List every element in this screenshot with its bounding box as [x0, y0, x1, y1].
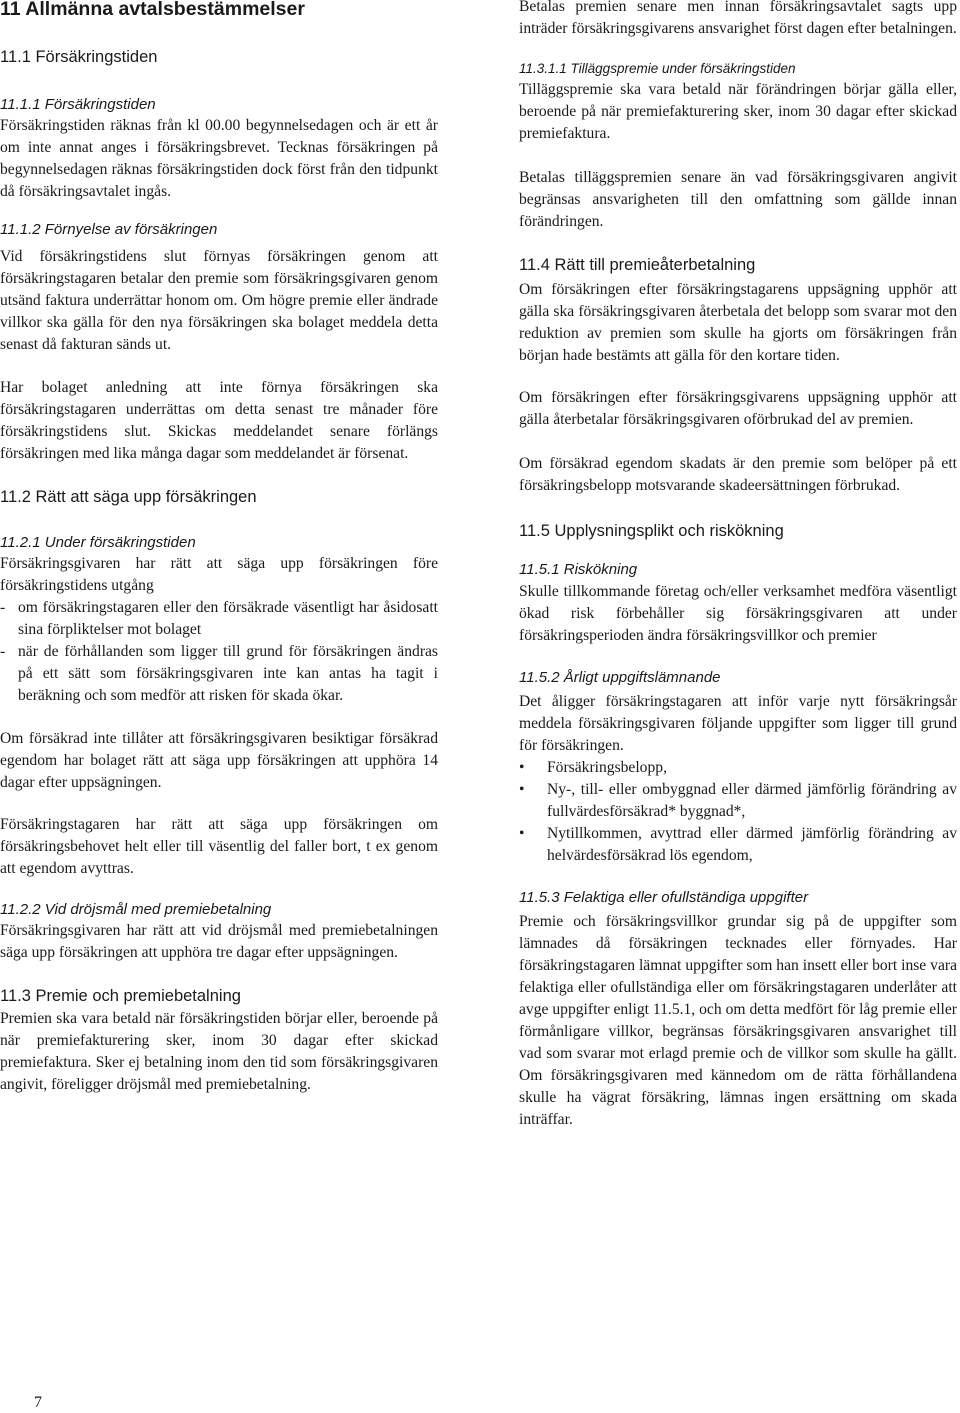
- paragraph-11-4b: Om försäkringen efter försäkringsgivarens uppsägning upphör att gälla återbetalar försäkringsgivaren oförbrukad del av premien.: [519, 389, 957, 428]
- heading-11-5-3: 11.5.3 Felaktiga eller ofullständiga uppgifter: [519, 889, 809, 906]
- paragraph-11-2-1b: Om försäkrad inte tillåter att försäkringsgivaren besiktigar försäkrad egendom har bolaget rätt att säga upp försäkringen att upphöra 14 dagar efter uppsägningen.: [0, 730, 438, 791]
- list-item-text: Nytillkommen, avyttrad eller därmed jämförlig förändring av helvärdesförsäkrad lös egendom,: [547, 825, 957, 864]
- paragraph-11-5-1: Skulle tillkommande företag och/eller verksamhet medföra väsentligt ökad risk förbehåller sig försäkringsgivaren att under försäkringsperioden ändra försäkringsvillkor och premier: [519, 583, 957, 644]
- paragraph-11-3-1-1a: Tilläggspremie ska vara betald när förändringen börjar gälla eller, beroende på när premiefakturering sker, inom 30 dagar efter skickad premiefaktura.: [519, 81, 957, 142]
- paragraph-11-3: Premien ska vara betald när försäkringstiden börjar eller, beroende på när premiefakturering sker, inom 30 dagar efter skickad premiefaktura. Sker ej betalning inom den tid som försäkringsgivaren angivit, föreligger dröjsmål med premiebetalning.: [0, 1010, 438, 1093]
- heading-11-1-2: 11.1.2 Förnyelse av försäkringen: [0, 221, 218, 238]
- list-item: [519, 779, 957, 823]
- list-item: [0, 597, 438, 641]
- list-item: [519, 757, 957, 779]
- list-item: [519, 823, 957, 867]
- page-number: 7: [34, 1394, 42, 1411]
- list-item-text: om försäkringstagaren eller den försäkrade väsentligt har åsidosatt sina förpliktelser mot bolaget: [18, 599, 438, 638]
- list-item-text: Försäkringsbelopp,: [547, 759, 667, 776]
- list-item-text: Ny-, till- eller ombyggnad eller därmed jämförlig förändring av fullvärdesförsäkrad* byggnad*,: [547, 781, 957, 820]
- paragraph-11-3b: Betalas premien senare men innan försäkringsavtalet sagts upp inträder försäkringsgivarens ansvarighet först dagen efter betalningen.: [519, 0, 957, 37]
- paragraph-11-2-2: Försäkringsgivaren har rätt att vid dröjsmål med premiebetalningen säga upp försäkringen att upphöra tre dagar efter uppsägningen.: [0, 922, 438, 961]
- heading-11-3: 11.3 Premie och premiebetalning: [0, 987, 241, 1005]
- right-column: [519, 0, 957, 1131]
- heading-11-5-2: 11.5.2 Årligt uppgiftslämnande: [519, 669, 721, 686]
- paragraph-11-3-1-1b: Betalas tilläggspremien senare än vad försäkringsgivaren angivit begränsas ansvarigheten till den omfattning som gällde innan förändringen.: [519, 169, 957, 230]
- heading-11-4: 11.4 Rätt till premieåterbetalning: [519, 256, 756, 274]
- heading-11-2-1: 11.2.1 Under försäkringstiden: [0, 534, 196, 551]
- heading-11-5-1: 11.5.1 Riskökning: [519, 561, 638, 578]
- heading-11-1-1: 11.1.1 Försäkringstiden: [0, 96, 156, 113]
- heading-11-5: 11.5 Upplysningsplikt och riskökning: [519, 522, 784, 540]
- paragraph-11-1-2b: Har bolaget anledning att inte förnya försäkringen ska försäkringstagaren underrättas om detta senast tre månader före försäkringstidens slut. Skickas meddelandet senare förlängs försäkringen med lika många dagar som meddelandet är försenat.: [0, 379, 438, 462]
- bullet-marker: •: [519, 825, 525, 842]
- heading-11-3-1-1: 11.3.1.1 Tilläggspremie under försäkringstiden: [519, 61, 796, 76]
- heading-11-2: 11.2 Rätt att säga upp försäkringen: [0, 488, 257, 506]
- paragraph-11-5-3: Premie och försäkringsvillkor grundar sig på de uppgifter som lämnades då försäkringen tecknades eller förnyades. Har försäkringstagaren lämnat uppgifter som han insett eller bort inse vara felaktiga eller ofullständiga eller om försäkringstagaren underlåter att avge uppgifter enligt 11.5.1, och om detta medfört för låg premie eller förmånligare villkor, begränsas försäkringsgivaren ansvarighet till vad som svarar mot erlagd premie och de villkor som skulle ha gällt. Om försäkringsgivaren med kännedom om de rätta förhållandena skulle ha vägrat försäkring, lämnas ingen ersättning om skada inträffar.: [519, 913, 957, 1128]
- paragraph-11-2-1c: Försäkringstagaren har rätt att säga upp försäkringen om försäkringsbehovet helt eller till väsentlig del faller bort, t ex genom att egendom avyttras.: [0, 816, 438, 877]
- paragraph-11-2-1: Försäkringsgivaren har rätt att säga upp försäkringen före försäkringstidens utgång: [0, 555, 438, 594]
- list-item-text: när de förhållanden som ligger till grund för försäkringen ändras på ett sätt som försäkringsgivaren inte kan antas ha tagit i beräkning och som medför att risken för skada ökar.: [18, 643, 438, 704]
- dash-marker: -: [0, 643, 6, 660]
- paragraph-11-1-1: Försäkringstiden räknas från kl 00.00 begynnelsedagen och är ett år om inte annat anges i försäkringsbrevet. Tecknas försäkringen på begynnelsedagen räknas försäkringstiden dock först från den tidpunkt då försäkringsavtalet ingås.: [0, 117, 438, 200]
- heading-11: 11 Allmänna avtalsbestämmelser: [0, 0, 305, 20]
- left-column: [0, 0, 438, 1096]
- bullet-marker: •: [519, 759, 525, 776]
- heading-11-2-2: 11.2.2 Vid dröjsmål med premiebetalning: [0, 901, 272, 918]
- bullet-marker: •: [519, 781, 525, 798]
- paragraph-11-5-2: Det åligger försäkringstagaren att inför varje nytt försäkringsår meddela försäkringsgivaren följande uppgifter som ligger till grund för försäkringen.: [519, 693, 957, 754]
- paragraph-11-4a: Om försäkringen efter försäkringstagarens uppsägning upphör att gälla ska försäkringsgivaren återbetala det belopp som svarar mot den reduktion av premien som skulle ha gjorts om försäkringen från början hade bestämts att gälla för den kortare tiden.: [519, 281, 957, 364]
- heading-11-1: 11.1 Försäkringstiden: [0, 48, 158, 66]
- paragraph-11-4c: Om försäkrad egendom skadats är den premie som belöper på ett försäkringsbelopp motsvarande skadeersättningen förbrukad.: [519, 455, 957, 494]
- dash-marker: -: [0, 599, 6, 616]
- list-item: [0, 641, 438, 707]
- paragraph-11-1-2a: Vid försäkringstidens slut förnyas försäkringen genom att försäkringstagaren betalar den premie som försäkringsgivaren genom utsänd faktura underrättar honom om. Om högre premie eller ändrade villkor ska gälla för den nya försäkringen ska bolaget meddela detta senast då fakturan sänds ut.: [0, 248, 438, 353]
